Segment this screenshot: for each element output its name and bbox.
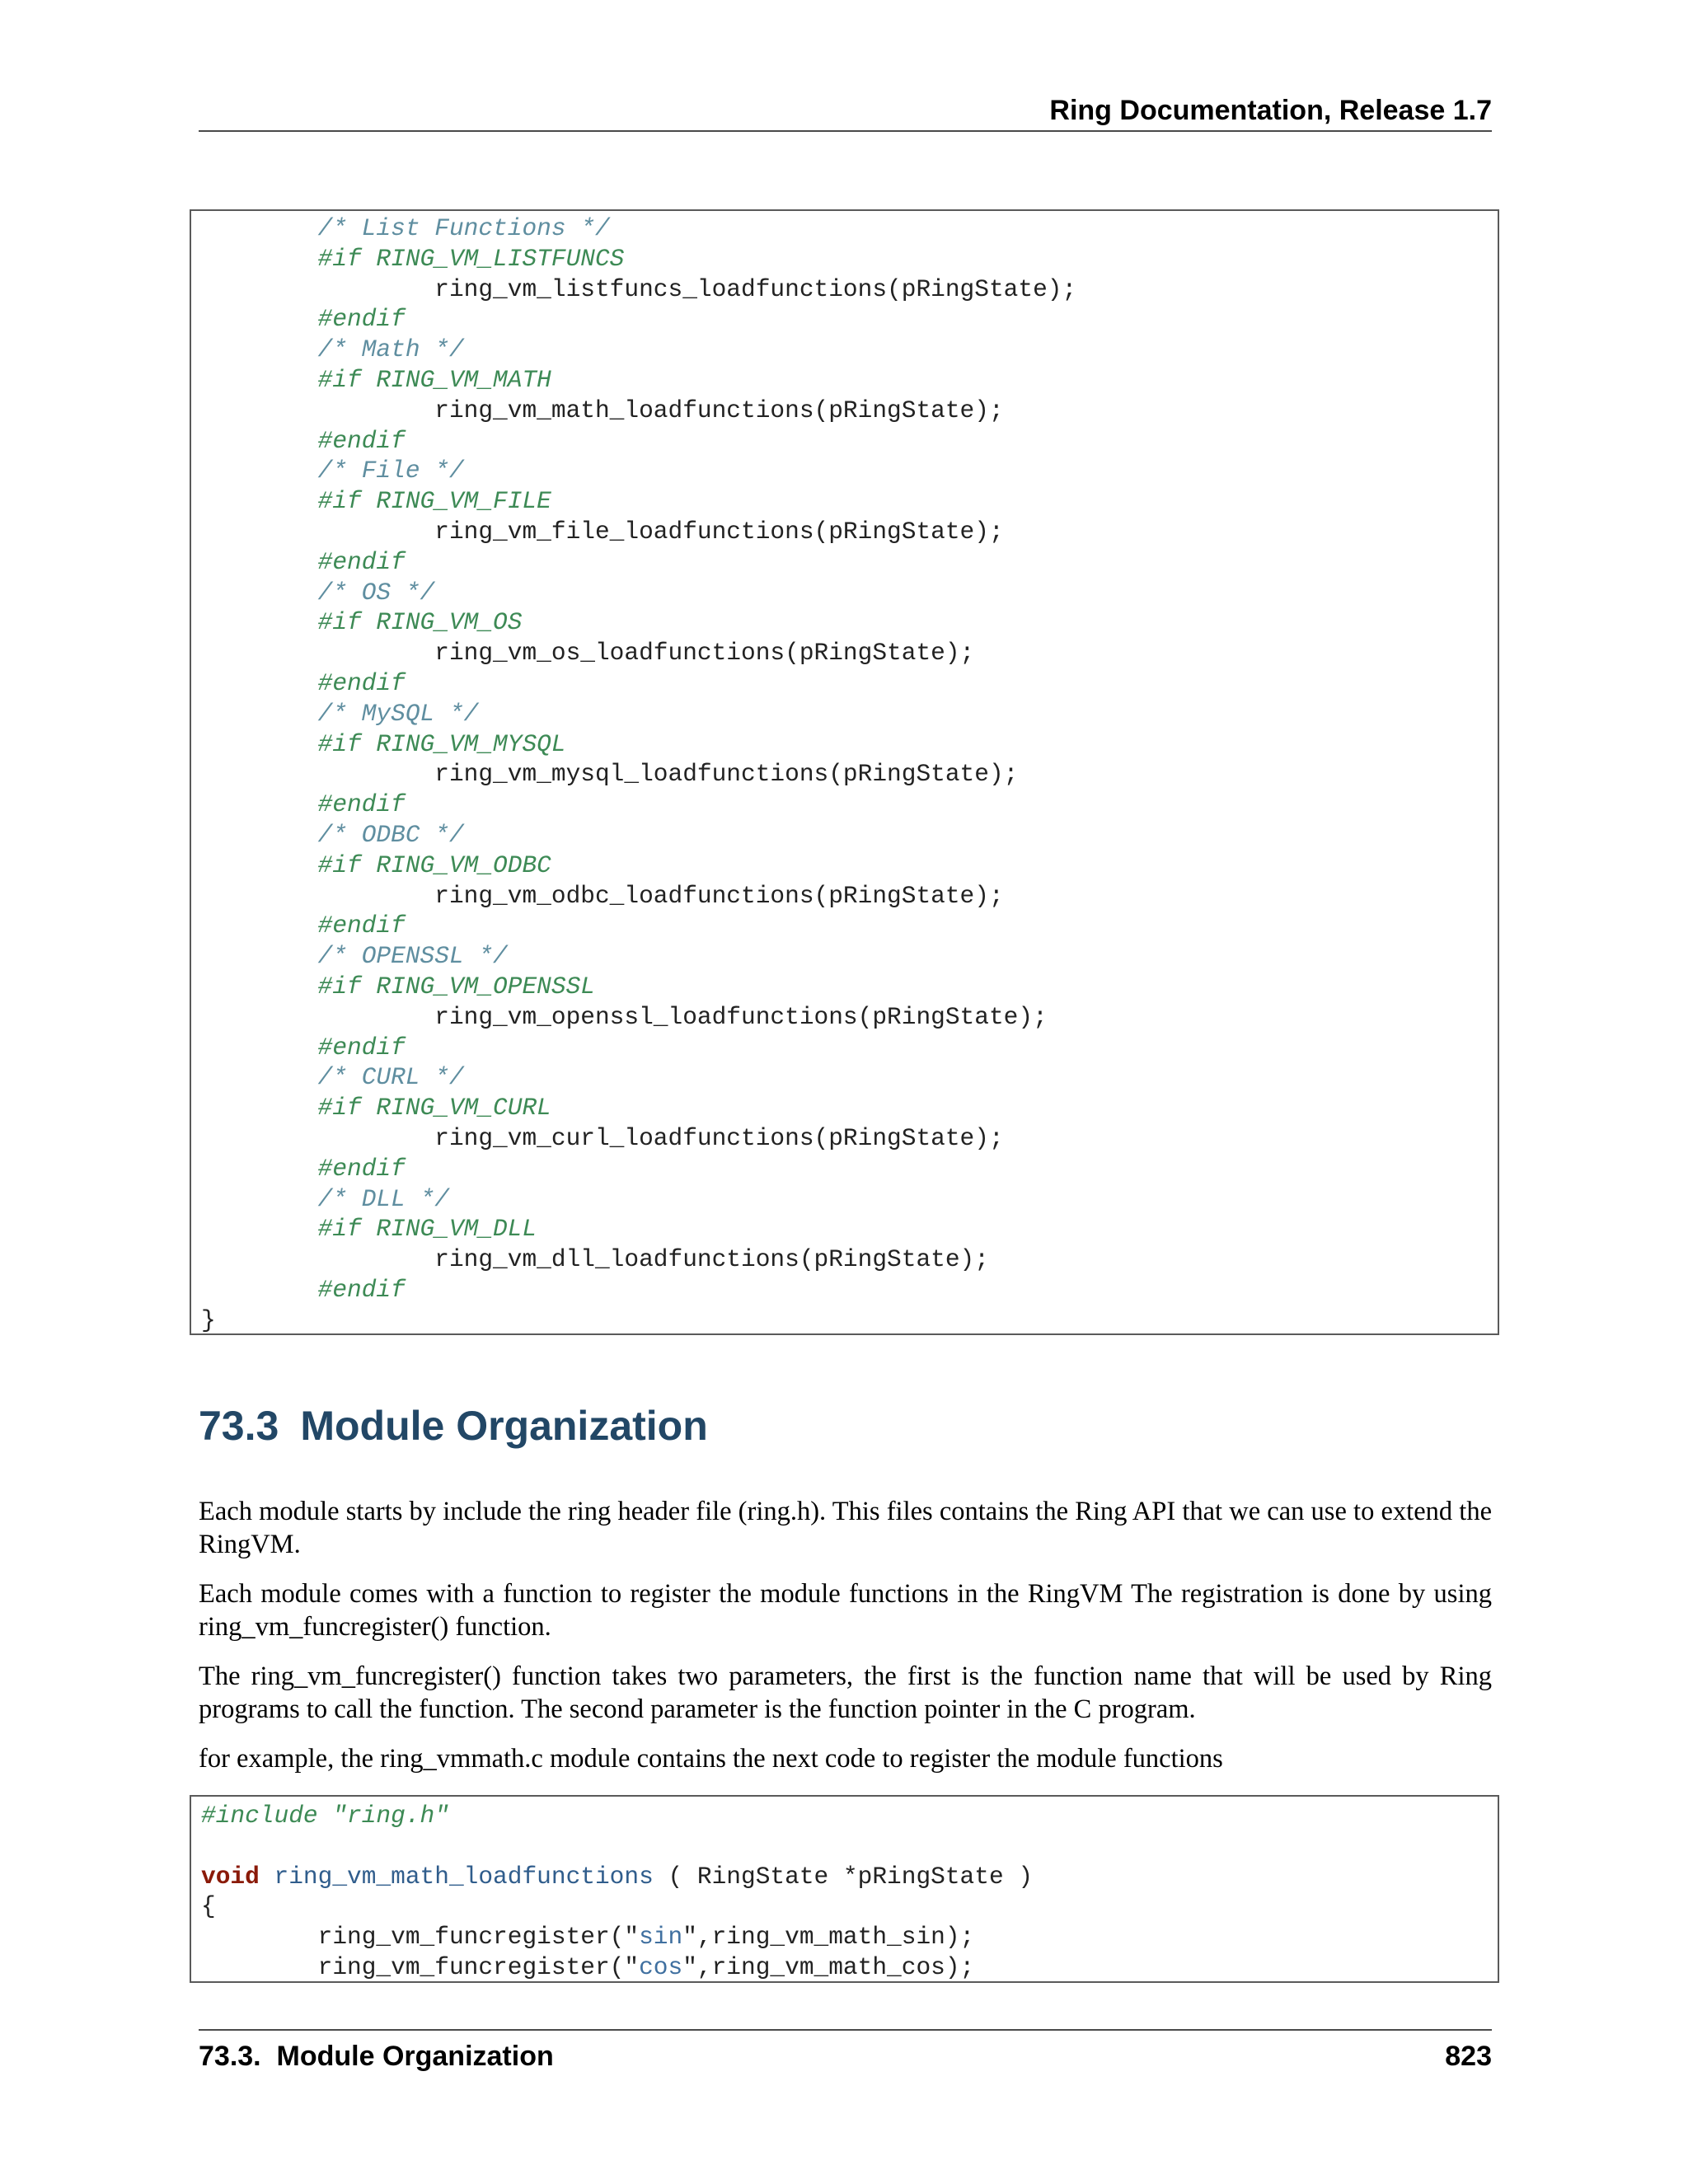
code-line: [191, 578, 1498, 608]
code-token-preproc: #endif: [317, 1154, 406, 1183]
code-line: [191, 1305, 1498, 1335]
code-token-preproc: #if RING_VM_FILE: [317, 487, 551, 516]
code-line: [191, 638, 1498, 668]
code-line: [191, 1891, 1498, 1922]
code-line: [191, 365, 1498, 396]
code-token-preproc: #endif: [317, 1033, 406, 1062]
code-token-plain: ring_vm_odbc_loadfunctions(pRingState);: [434, 881, 1004, 910]
code-line: [191, 244, 1498, 274]
code-token-plain: }: [201, 1305, 216, 1334]
code-token-preproc: #if RING_VM_MYSQL: [317, 729, 566, 758]
code-token-preproc: #if RING_VM_OPENSSL: [317, 972, 595, 1001]
code-token-plain: ring_vm_os_loadfunctions(pRingState);: [434, 639, 975, 668]
code-token-preproc: #if RING_VM_MATH: [317, 365, 551, 394]
code-line: [191, 972, 1498, 1002]
code-line: [191, 1922, 1498, 1952]
code-line: [191, 1952, 1498, 1983]
code-token-plain: {: [201, 1892, 216, 1921]
code-line: [191, 1093, 1498, 1123]
code-token-plain: ",ring_vm_math_sin);: [682, 1923, 975, 1952]
code-token-preproc: #include "ring.h": [201, 1802, 449, 1830]
code-token-comment: /* CURL */: [317, 1063, 464, 1092]
code-line: [191, 759, 1498, 790]
page-footer: [199, 2029, 1492, 2080]
code-token-comment: /* ODBC */: [317, 820, 464, 849]
code-line: [191, 1801, 1498, 1831]
code-line: [191, 547, 1498, 578]
code-token-plain: ring_vm_listfuncs_loadfunctions(pRingState);: [434, 274, 1077, 303]
section-heading: [199, 1401, 708, 1451]
code-token-func: ring_vm_math_loadfunctions: [274, 1862, 654, 1891]
code-token-plain: ring_vm_funcregister(": [317, 1952, 640, 1981]
code-line: [191, 426, 1498, 457]
code-token-comment: /* DLL */: [317, 1184, 449, 1213]
code-token-comment: /* MySQL */: [317, 699, 479, 728]
code-block-load-functions: [190, 209, 1499, 1335]
code-line: [191, 911, 1498, 941]
page-header: [199, 92, 1492, 132]
code-line: [191, 304, 1498, 335]
code-token-preproc: #endif: [317, 426, 406, 455]
code-token-plain: ring_vm_dll_loadfunctions(pRingState);: [434, 1245, 989, 1274]
code-line: [191, 1214, 1498, 1244]
code-token-preproc: #endif: [317, 1275, 406, 1304]
code-line: [191, 1184, 1498, 1215]
paragraph-ring-header: Each module starts by include the ring header file (ring.h). This files contains the Ring API that we can use to extend the RingVM.: [199, 1497, 1492, 1559]
code-line: [191, 1862, 1498, 1892]
code-token-comment: /* File */: [317, 457, 464, 485]
code-block-math-register: [190, 1795, 1499, 1983]
code-line: [191, 1062, 1498, 1093]
code-token-preproc: #if RING_VM_DLL: [317, 1215, 537, 1244]
code-token-plain: [260, 1863, 274, 1891]
code-line: [191, 396, 1498, 426]
paragraph-register-functions: Each module comes with a function to register the module functions in the RingVM The registration is done by using ring_vm_funcregister() function.: [199, 1579, 1492, 1642]
code-line: [191, 941, 1498, 972]
code-token-string: sin: [639, 1923, 683, 1952]
section-title: Module Organization: [300, 1403, 708, 1449]
code-line: [191, 517, 1498, 547]
code-line: [191, 1244, 1498, 1275]
code-token-comment: /* OS */: [317, 578, 435, 607]
code-token-plain: ",ring_vm_math_cos);: [682, 1952, 975, 1981]
code-token-plain: ring_vm_math_loadfunctions(pRingState);: [434, 396, 1004, 424]
code-token-preproc: #if RING_VM_CURL: [317, 1094, 551, 1122]
code-token-plain: ( RingState *pRingState ): [653, 1862, 1034, 1891]
code-line: [191, 213, 1498, 244]
code-line: [191, 851, 1498, 881]
code-token-plain: ring_vm_openssl_loadfunctions(pRingState);: [434, 1002, 1048, 1031]
code-line: [191, 607, 1498, 638]
code-token-preproc: #if RING_VM_LISTFUNCS: [317, 244, 625, 273]
section-number: 73.3: [199, 1403, 279, 1449]
code-line: [191, 1123, 1498, 1154]
code-line: [191, 456, 1498, 486]
code-line: [191, 1831, 1498, 1862]
code-token-plain: ring_vm_mysql_loadfunctions(pRingState);: [434, 760, 1019, 789]
footer-page-number: 823: [1445, 2041, 1492, 2072]
code-token-preproc: #if RING_VM_ODBC: [317, 851, 551, 879]
code-line: [191, 1275, 1498, 1305]
code-token-plain: ring_vm_funcregister(": [317, 1923, 640, 1952]
code-token-preproc: #endif: [317, 790, 406, 819]
code-line: [191, 1033, 1498, 1063]
code-token-keyword: void: [201, 1862, 260, 1891]
code-line: [191, 335, 1498, 365]
code-token-preproc: #endif: [317, 912, 406, 940]
code-line: [191, 1154, 1498, 1184]
code-line: [191, 274, 1498, 305]
code-token-preproc: #endif: [317, 305, 406, 334]
code-line: [191, 881, 1498, 912]
footer-section-label: 73.3. Module Organization: [199, 2041, 554, 2072]
code-token-plain: ring_vm_curl_loadfunctions(pRingState);: [434, 1123, 1004, 1152]
code-token-preproc: #endif: [317, 547, 406, 576]
running-title: Ring Documentation, Release 1.7: [1049, 95, 1492, 126]
code-token-comment: /* List Functions */: [317, 214, 610, 242]
paragraph-example-intro: for example, the ring_vmmath.c module contains the next code to register the module functions: [199, 1744, 1223, 1774]
paragraph-funcregister-parameters: The ring_vm_funcregister() function takes two parameters, the first is the function name that will be used by Ring programs to call the function. The second parameter is the function pointer in the C program.: [199, 1661, 1492, 1724]
code-token-plain: ring_vm_file_loadfunctions(pRingState);: [434, 517, 1004, 546]
code-line: [191, 668, 1498, 699]
code-token-preproc: #if RING_VM_OS: [317, 608, 523, 637]
code-line: [191, 790, 1498, 820]
code-line: [191, 699, 1498, 729]
code-token-string: cos: [639, 1952, 683, 1981]
code-token-comment: /* Math */: [317, 335, 464, 364]
code-line: [191, 486, 1498, 517]
code-token-comment: /* OPENSSL */: [317, 942, 508, 971]
code-line: [191, 729, 1498, 760]
code-token-preproc: #endif: [317, 668, 406, 697]
code-line: [191, 820, 1498, 851]
code-line: [191, 1002, 1498, 1033]
